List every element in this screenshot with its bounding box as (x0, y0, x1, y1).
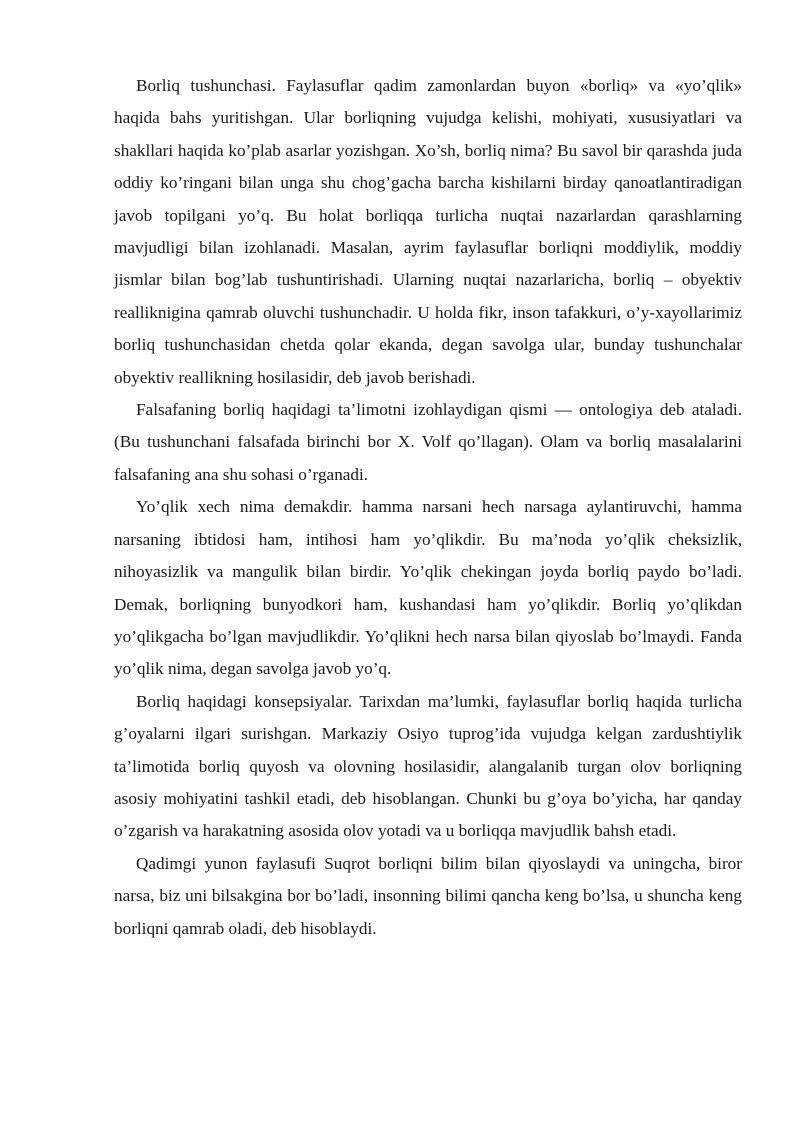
paragraph-ontologiya: Falsafaning borliq haqidagi ta’limotni izohlaydigan qismi — ontologiya deb ataladi. (Bu tushunchani falsafada birinchi bor X. Volf qo’llagan). Olam va borliq masalalarini falsafaning ana shu sohasi o’rganadi. (114, 400, 742, 484)
document-body (114, 70, 742, 945)
paragraph-borliq-tushunchasi: Borliq tushunchasi. Faylasuflar qadim zamonlardan buyon «borliq» va «yo’qlik» haqida bahs yuritishgan. Ular borliqning vujudga kelishi, mohiyati, xususiyatlari va shakllari haqida ko’plab asarlar yozishgan. Xo’sh, borliq nima? Bu savol bir qarashda juda oddiy ko’ringani bilan unga shu chog’gacha barcha kishilarni birday qanoatlantiradigan javob topilgani yo’q. Bu holat borliqqa turlicha nuqtai nazarlardan qarashlarning mavjudligi bilan izohlanadi. Masalan, ayrim faylasuflar borliqni moddiylik, moddiy jismlar bilan bog’lab tushuntirishadi. Ularning nuqtai nazarlaricha, borliq – obyektiv reallikniginа qamrab oluvchi tushunchadir. U holda fikr, inson tafakkuri, o’y-xayollarimiz borliq tushunchasidan chetda qolar ekanda, degan savolga ular, bunday tushunchalar obyektiv reallikning hosilasidir, deb javob berishadi. (114, 76, 742, 387)
paragraph-konsepsiyalar: Borliq haqidagi konsepsiyalar. Tarixdan ma’lumki, faylasuflar borliq haqida turlicha g’oyalarni ilgari surishgan. Markaziy Osiyo tuprog’ida vujudga kelgan zardushtiylik ta’limotida borliq quyosh va olovning hosilasidir, alangalanib turgan olov borliqning asosiy mohiyatini tashkil etadi, deb hisoblangan. Chunki bu g’oya bo’yicha, har qanday o’zgarish va harakatning asosida olov yotadi va u borliqqa mavjudlik bahsh etadi. (114, 691, 742, 841)
paragraph-yoqlik: Yo’qlik xech nima demakdir. hamma narsani hech narsaga aylantiruvchi, hamma narsaning ibtidosi ham, intihosi ham yo’qlikdir. Bu ma’noda yo’qlik cheksizlik, nihoyasizlik va mangulik bilan birdir. Yo’qlik chekingan joyda borliq paydo bo’ladi. Demak, borliqning bunyodkori ham, kushandasi ham yo’qlikdir. Borliq yo’qlikdan yo’qlikgacha bo’lgan mavjudlikdir. Yo’qlikni hech narsa bilan qiyoslab bo’lmaydi. Fanda yo’qlik nima, degan savolga javob yo’q. (114, 497, 742, 679)
paragraph-suqrot: Qadimgi yunon faylasufi Suqrot borliqni bilim bilan qiyoslaydi va uningcha, biror narsa, biz uni bilsakgina bor bo’ladi, insonning bilimi qancha keng bo’lsa, u shuncha keng borliqni qamrab oladi, deb hisoblaydi. (114, 853, 742, 938)
